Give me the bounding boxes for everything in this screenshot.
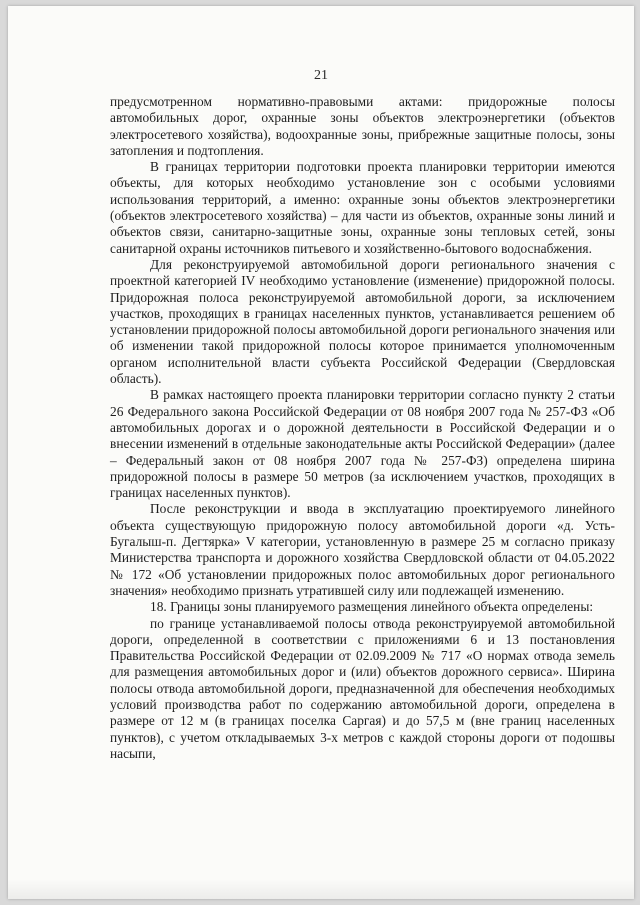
- page-number: 21: [314, 68, 328, 83]
- paragraph: по границе устанавливаемой полосы отвода реконструируемой автомобильной дороги, определенной в соответствии с приложениями 6 и 13 постановления Правительства Российской Федерации от 02.09.2009 № 717 «О нормах отвода земель для размещения автомобильных дорог и (или) объектов дорожного сервиса». Ширина полосы отвода автомобильной дороги, предназначенной для обеспечения необходимых условий производства работ по содержанию автомобильной дороги, определена в размере от 12 м (в границах поселка Саргая) и до 57,5 м (вне границ населенных пунктов), с учетом откладываемых 3-х метров с каждой стороны дороги от подошвы насыпи,: [110, 615, 615, 761]
- document-page: [8, 6, 634, 899]
- document-body: [110, 94, 615, 762]
- paragraph: Для реконструируемой автомобильной дороги регионального значения с проектной категорией IV необходимо установление (изменение) придорожной полосы. Придорожная полоса реконструируемой автомобильной дороги, за исключением участков, проходящих в границах населенных пунктов, устанавливается решением об установлении придорожной полосы автомобильной дороги регионального значения или об изменении такой придорожной полосы которое принимается уполномоченным органом исполнительной власти субъекта Российской Федерации (Свердловская область).: [110, 256, 615, 387]
- paragraph: В рамках настоящего проекта планировки территории согласно пункту 2 статьи 26 Федерального закона Российской Федерации от 08 ноября 2007 года № 257-ФЗ «Об автомобильных дорогах и о дорожной деятельности в Российской Федерации и о внесении изменений в отдельные законодательные акты Российской Федерации» (далее – Федеральный закон от 08 ноября 2007 года № 257-ФЗ) определена ширина придорожной полосы в размере 50 метров (за исключением участков, проходящих в границах населенных пунктов).: [110, 387, 615, 501]
- paragraph: предусмотренном нормативно-правовыми актами: придорожные полосы автомобильных дорог, охранные зоны объектов электроэнергетики (объектов электросетевого хозяйства), водоохранные зоны, прибрежные защитные полосы, зоны затопления и подтопления.: [110, 94, 615, 158]
- paragraph: В границах территории подготовки проекта планировки территории имеются объекты, для которых необходимо установление зон с особыми условиями использования территорий, а именно: охранные зоны объектов электроэнергетики (объектов электросетевого хозяйства) – для части из объектов, охранные зоны линий и объектов связи, санитарно-защитные зоны, охранные зоны тепловых сетей, зоны санитарной охраны источников питьевого и хозяйственно-бытового водоснабжения.: [110, 159, 615, 256]
- paragraph: После реконструкции и ввода в эксплуатацию проектируемого линейного объекта существующую придорожную полосу автомобильной дороги «д. Усть-Бугалыш-п. Дегтярка» V категории, установленную в размере 25 м согласно приказу Министерства транспорта и дорожного хозяйства Свердловской области от 04.05.2022 № 172 «Об установлении придорожных полос автомобильных дорог регионального значения» необходимо признать утратившей силу или подлежащей изменению.: [110, 501, 615, 598]
- section-heading: 18. Границы зоны планируемого размещения линейного объекта определены:: [150, 599, 594, 615]
- scan-shadow: [8, 879, 634, 899]
